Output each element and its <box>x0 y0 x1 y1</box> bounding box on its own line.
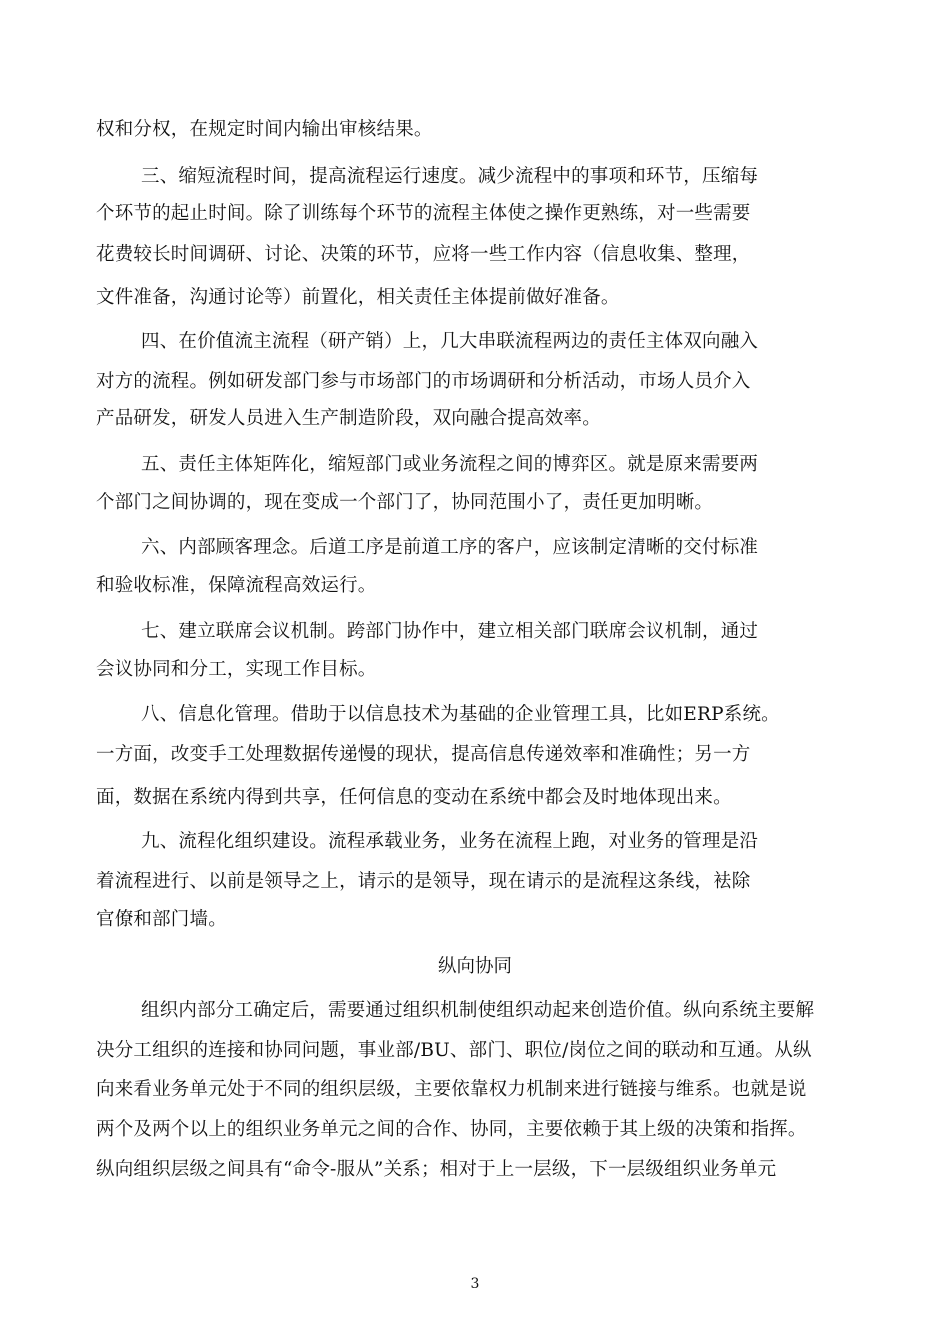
text-line: 纵向组织层级之间具有“命令-服从”关系；相对于上一层级，下一层级组织业务单元 <box>96 1159 777 1180</box>
text-line: 九、流程化组织建设。流程承载业务，业务在流程上跑，对业务的管理是沿 <box>141 831 759 852</box>
text-line: 七、建立联席会议机制。跨部门协作中，建立相关部门联席会议机制，通过 <box>141 621 759 642</box>
text-line: 五、责任主体矩阵化，缩短部门或业务流程之间的博弈区。就是原来需要两 <box>141 454 759 475</box>
text-line: 八、信息化管理。借助于以信息技术为基础的企业管理工具，比如ERP系统。 <box>141 704 780 725</box>
text-line: 两个及两个以上的组织业务单元之间的合作、协同，主要依赖于其上级的决策和指挥。 <box>96 1119 807 1140</box>
text-line: 对方的流程。例如研发部门参与市场部门的市场调研和分析活动，市场人员介入 <box>96 371 751 392</box>
text-line: 产品研发，研发人员进入生产制造阶段，双向融合提高效率。 <box>96 408 601 429</box>
text-line: 会议协同和分工，实现工作目标。 <box>96 659 377 680</box>
text-line: 权和分权，在规定时间内输出审核结果。 <box>96 119 433 140</box>
text-line: 花费较长时间调研、讨论、决策的环节，应将一些工作内容（信息收集、整理， <box>96 244 751 265</box>
text-line: 决分工组织的连接和协同问题，事业部/BU、部门、职位/岗位之间的联动和互通。从纵 <box>96 1040 812 1061</box>
text-line: 面，数据在系统内得到共享，任何信息的变动在系统中都会及时地体现出来。 <box>96 787 732 808</box>
text-line: 个部门之间协调的，现在变成一个部门了，协同范围小了，责任更加明晰。 <box>96 492 714 513</box>
text-line: 和验收标准，保障流程高效运行。 <box>96 575 377 596</box>
text-line: 着流程进行、以前是领导之上，请示的是领导，现在请示的是流程这条线，袪除 <box>96 871 751 892</box>
text-line: 一方面，改变手工处理数据传递慢的现状，提高信息传递效率和准确性；另一方 <box>96 744 751 765</box>
text-line: 个环节的起止时间。除了训练每个环节的流程主体使之操作更熟练，对一些需要 <box>96 203 751 224</box>
text-line: 向来看业务单元处于不同的组织层级，主要依靠权力机制来进行链接与维系。也就是说 <box>96 1079 807 1100</box>
text-line: 三、缩短流程时间，提高流程运行速度。减少流程中的事项和环节，压缩每 <box>141 166 759 187</box>
section-heading: 纵向协同 <box>437 956 512 977</box>
text-line: 组织内部分工确定后，需要通过组织机制使组织动起来创造价值。纵向系统主要解 <box>141 1000 815 1021</box>
text-line: 文件准备，沟通讨论等）前置化，相关责任主体提前做好准备。 <box>96 287 620 308</box>
page-number: 3 <box>470 1276 480 1292</box>
text-line: 官僚和部门墙。 <box>96 909 227 930</box>
text-line: 六、内部顾客理念。后道工序是前道工序的客户，应该制定清晰的交付标准 <box>141 537 759 558</box>
text-line: 四、在价值流主流程（研产销）上，几大串联流程两边的责任主体双向融入 <box>141 331 759 352</box>
